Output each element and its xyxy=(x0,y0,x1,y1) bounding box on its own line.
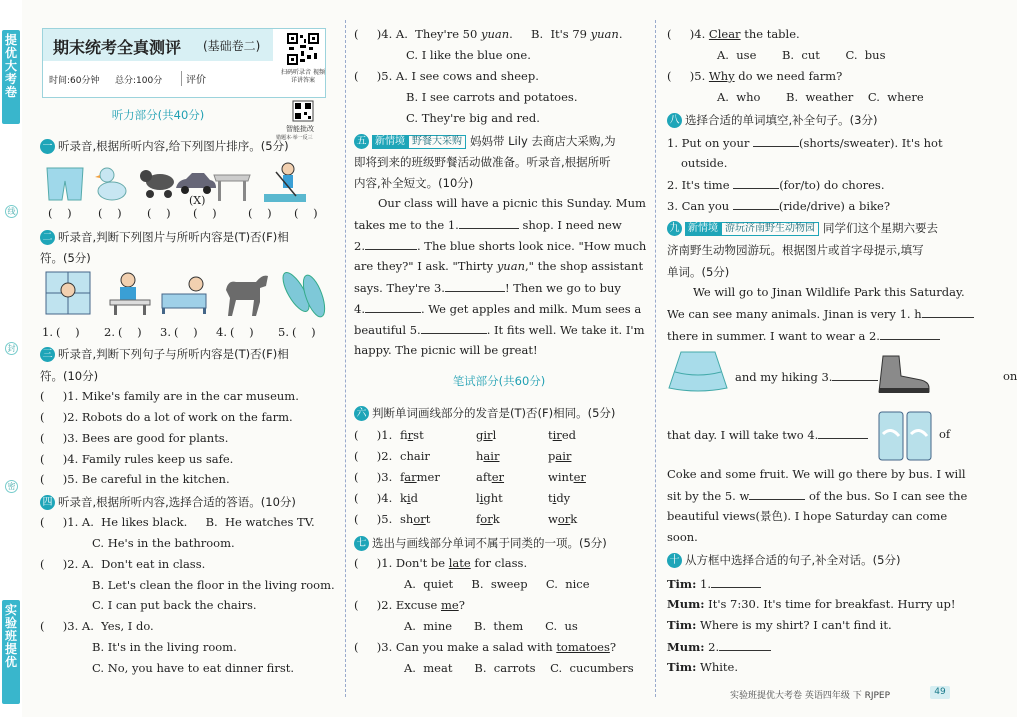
passage-text: there in summer. I want to wear a 2. xyxy=(667,329,880,343)
option-text: B. It's in the living room. xyxy=(92,640,237,654)
section-6-instruction: 判断单词画线部分的发音是(T)否(F)相同。(5分) xyxy=(372,406,616,420)
section-5-instruction-cont: 即将到来的班级野餐活动做准备。听录音,根据所听 xyxy=(354,155,611,169)
section-3-heading xyxy=(40,346,289,362)
passage-line: happy. The picnic will be great! xyxy=(354,343,538,357)
speaker-name: Tim: xyxy=(667,577,697,591)
answer-blank[interactable]: ( ) xyxy=(354,640,382,654)
question-text: 3. Can you xyxy=(667,199,733,213)
example-mark: (X) xyxy=(189,194,206,207)
option-text: C. They're big and red. xyxy=(406,111,540,125)
passage-text: of xyxy=(939,427,951,441)
dialogue-text: 1. xyxy=(696,577,711,591)
question-text: for class. xyxy=(470,556,528,570)
word: winter xyxy=(548,470,586,484)
section-9-heading xyxy=(667,220,938,236)
section-8-instruction: 选择合适的单词填空,补全句子。(3分) xyxy=(685,113,878,127)
section-5-instruction-cont: 内容,补全短文。(10分) xyxy=(354,176,474,190)
passage-text: yuan xyxy=(496,259,525,273)
passage-line: We will go to Jinan Wildlife Park this Saturday. xyxy=(693,285,965,299)
section-10-heading xyxy=(667,552,900,568)
passage-line xyxy=(354,280,644,295)
table-row xyxy=(354,512,644,526)
question-text: (for/to) do chores. xyxy=(779,178,885,192)
word: tidy xyxy=(548,491,571,505)
section-number-badge: 四 xyxy=(40,495,55,510)
fill-blank[interactable] xyxy=(719,639,771,651)
question-text: outside. xyxy=(681,156,728,170)
girl-at-window-icon xyxy=(44,270,92,316)
toy-dog-icon xyxy=(138,164,178,200)
question-number: 2. xyxy=(381,449,393,463)
question-number: 5. xyxy=(381,512,393,526)
answer-blank[interactable]: ( ) xyxy=(230,325,254,339)
smart-grading-label: 智能批改 xyxy=(286,125,314,133)
girl-in-bed-icon xyxy=(158,270,210,316)
passage-text: on xyxy=(1003,369,1017,383)
section-3-instruction: 听录音,判断下列句子与所听内容是(T)否(F)相 xyxy=(58,347,289,361)
section-7-instruction: 选出与画线部分单词不属于同类的一项。(5分) xyxy=(372,536,607,550)
page-subtitle: (基础卷二) xyxy=(203,39,261,53)
word: pair xyxy=(548,449,572,463)
section-number-badge: 八 xyxy=(667,113,682,128)
page-title: 期末统考全真测评 xyxy=(53,38,182,57)
section-number-badge: 九 xyxy=(667,221,682,236)
answer-blank[interactable]: ( ) xyxy=(40,472,68,486)
list-item xyxy=(40,389,336,403)
list-item xyxy=(667,135,973,150)
writing-section-title: 笔试部分(共60分) xyxy=(452,374,546,388)
statement-text: 1. Mike's family are in the car museum. xyxy=(67,389,299,403)
column-1 xyxy=(40,0,336,717)
option-text: A. meat B. carrots C. cucumbers xyxy=(404,661,634,675)
passage-text: We can see many animals. Jinan is very 1. h xyxy=(667,307,922,321)
answer-blank[interactable]: ( ) xyxy=(248,206,272,220)
table-row xyxy=(354,449,644,463)
table-row xyxy=(354,491,644,505)
column-3 xyxy=(667,0,1017,717)
section-3-instruction-cont: 符。(10分) xyxy=(40,369,99,383)
list-item xyxy=(40,472,336,486)
list-item xyxy=(354,640,644,654)
list-item xyxy=(40,410,336,424)
fill-blank[interactable] xyxy=(749,488,805,500)
hiking-boots-icon xyxy=(875,352,933,394)
passage-line: Our class will have a picnic this Sunday. Mum xyxy=(378,196,646,210)
answer-blank[interactable]: ( ) xyxy=(667,27,695,41)
word: light xyxy=(476,491,503,505)
word: short xyxy=(400,512,431,526)
answer-blank[interactable]: ( ) xyxy=(56,325,80,339)
dialogue-text: 2. xyxy=(704,640,720,654)
question-text: 4. xyxy=(694,27,709,41)
section-10-instruction: 从方框中选择合适的句子,补全对话。(5分) xyxy=(685,553,901,567)
question-text: 3. Can you make a salad with xyxy=(381,640,557,654)
list-item xyxy=(354,556,644,570)
option-text: C. No, you have to eat dinner first. xyxy=(92,661,294,675)
list-item xyxy=(40,619,336,633)
new-context-tag: 新情境 xyxy=(685,222,721,236)
passage-line: soon. xyxy=(667,530,698,544)
passage-text: . The blue shorts look nice. "How much xyxy=(416,239,647,253)
option-text: A. who B. weather C. where xyxy=(717,90,924,104)
option-text: C. He's in the bathroom. xyxy=(92,536,235,550)
answer-blank[interactable]: ( ) xyxy=(40,410,68,424)
passage-text: . It fits well. We take it. I'm xyxy=(486,323,645,337)
answer-blank[interactable]: ( ) xyxy=(40,431,68,445)
question-number: 1. xyxy=(381,428,393,442)
question-number: 3. xyxy=(160,325,171,339)
section-number-badge: 三 xyxy=(40,347,55,362)
passage-line xyxy=(354,301,644,316)
footer-text: 实验班提优大考卷 英语四年级 下 RJPEP xyxy=(730,691,891,701)
underlined-word: late xyxy=(448,556,471,570)
answer-blank[interactable]: ( ) xyxy=(40,515,68,529)
answer-blank[interactable]: ( ) xyxy=(118,325,142,339)
boy-sweeping-icon xyxy=(262,160,308,206)
passage-line: Coke and some fruit. We will go there by bus. I will xyxy=(667,467,966,481)
word: farmer xyxy=(400,470,440,484)
list-item xyxy=(354,69,644,83)
fill-blank[interactable] xyxy=(753,135,799,147)
table-icon xyxy=(210,165,254,205)
dialogue-line xyxy=(667,639,973,654)
answer-blank[interactable]: ( ) xyxy=(354,598,382,612)
question-text: 2. Excuse xyxy=(381,598,441,612)
dialogue-text: White. xyxy=(696,660,738,674)
column-2 xyxy=(354,0,647,717)
answer-blank[interactable]: ( ) xyxy=(98,206,122,220)
answer-blank[interactable]: ( ) xyxy=(354,69,382,83)
dialogue-line xyxy=(667,660,973,674)
spine-title: 提优大考卷 xyxy=(2,30,20,124)
fill-blank[interactable] xyxy=(733,198,779,210)
section-1-heading xyxy=(40,138,289,154)
passage-line xyxy=(667,306,973,321)
question-text: ? xyxy=(609,640,617,654)
fill-blank[interactable] xyxy=(880,328,940,340)
option-text: 4. A. They're 50 xyxy=(381,27,481,41)
qr-caption: 扫码听录音 视频详讲答案 xyxy=(281,69,325,84)
answer-blank[interactable]: ( ) xyxy=(174,325,198,339)
word: hair xyxy=(476,449,500,463)
list-item xyxy=(40,431,336,445)
list-item xyxy=(40,452,336,466)
passage-text: says. They're 3. xyxy=(354,281,445,295)
spine xyxy=(0,0,22,717)
statement-text: 3. Bees are good for plants. xyxy=(67,431,229,445)
question-text: (ride/drive) a bike? xyxy=(778,199,891,213)
smart-grading-icon[interactable] xyxy=(292,100,314,122)
question-number: 4. xyxy=(381,491,393,505)
section-7-heading xyxy=(354,535,607,551)
option-text: A. use B. cut C. bus xyxy=(717,48,886,62)
option-text: C. I like the blue one. xyxy=(406,48,531,62)
question-text: 2. It's time xyxy=(667,178,734,192)
word: kid xyxy=(400,491,419,505)
option-text: . B. It's 79 xyxy=(509,27,591,41)
underlined-word: Why xyxy=(708,69,735,83)
section-4-heading xyxy=(40,494,296,510)
dialogue-line xyxy=(667,618,973,632)
section-number-badge: 六 xyxy=(354,406,369,421)
option-text: A. quiet B. sweep C. nice xyxy=(404,577,590,591)
section-number-badge: 一 xyxy=(40,139,55,154)
question-number: 1. xyxy=(42,325,53,339)
fill-blank[interactable] xyxy=(733,177,779,189)
speaker-name: Tim: xyxy=(667,618,697,632)
passage-text: beautiful 5. xyxy=(354,323,421,337)
evaluation-label: 评价 xyxy=(181,71,206,86)
peas-icon xyxy=(276,268,332,320)
statement-text: 2. Robots do a lot of work on the farm. xyxy=(67,410,293,424)
list-item xyxy=(40,515,336,529)
question-number: 4. xyxy=(216,325,227,339)
list-item xyxy=(667,27,973,41)
option-text: 5. A. I see cows and sheep. xyxy=(381,69,539,83)
answer-blank[interactable]: ( ) xyxy=(40,619,68,633)
section-number-badge: 二 xyxy=(40,230,55,245)
list-item xyxy=(40,557,336,571)
passage-line xyxy=(667,328,973,343)
answer-blank[interactable]: ( ) xyxy=(147,206,171,220)
answer-blank[interactable]: ( ) xyxy=(48,206,72,220)
speaker-name: Mum: xyxy=(667,640,705,654)
speaker-name: Tim: xyxy=(667,660,697,674)
statement-text: 5. Be careful in the kitchen. xyxy=(67,472,230,486)
answer-blank[interactable]: ( ) xyxy=(354,491,382,505)
underlined-word: me xyxy=(440,598,459,612)
fill-blank[interactable] xyxy=(922,306,974,318)
total-score: 总分:100分 xyxy=(115,76,163,86)
option-text: 1. A. He likes black. B. He watches TV. xyxy=(67,515,315,529)
section-4-instruction: 听录音,根据所听内容,选择合适的答语。(10分) xyxy=(58,495,296,509)
answer-blank[interactable]: ( ) xyxy=(40,389,68,403)
section-2-instruction-cont: 符。(5分) xyxy=(40,251,91,265)
passage-text: shop. I need new xyxy=(518,218,622,232)
list-item xyxy=(667,177,973,192)
section-number-badge: 七 xyxy=(354,536,369,551)
speaker-name: Mum: xyxy=(667,597,705,611)
column-divider xyxy=(655,20,656,697)
fill-blank[interactable] xyxy=(459,217,519,229)
fill-blank[interactable] xyxy=(421,322,487,334)
column-divider xyxy=(345,20,346,697)
question-text: 5. xyxy=(694,69,709,83)
list-item xyxy=(354,598,644,612)
passage-line xyxy=(354,259,644,273)
answer-blank[interactable]: ( ) xyxy=(193,206,217,220)
passage-line xyxy=(354,238,647,253)
section-9-instruction: 同学们这个星期六要去 xyxy=(823,221,938,235)
time-limit: 时间:60分钟 xyxy=(49,76,100,86)
boy-drawing-icon xyxy=(106,270,154,316)
word: girl xyxy=(476,428,497,442)
context-topic-tag: 游玩济南野生动物园 xyxy=(721,222,819,236)
answer-blank[interactable]: ( ) xyxy=(40,557,68,571)
fill-blank[interactable] xyxy=(445,280,505,292)
option-text: yuan xyxy=(590,27,619,41)
statement-text: 4. Family rules keep us safe. xyxy=(67,452,234,466)
fill-blank[interactable] xyxy=(365,301,421,313)
question-number: 5. xyxy=(278,325,289,339)
section-8-heading xyxy=(667,112,877,128)
underlined-word: Clear xyxy=(708,27,741,41)
answer-blank[interactable]: ( ) xyxy=(667,69,695,83)
list-item xyxy=(667,198,973,213)
passage-text: and my hiking 3. xyxy=(735,370,833,384)
spine-mark-secret: 密 xyxy=(5,480,18,493)
option-text: C. I can put back the chairs. xyxy=(92,598,257,612)
new-context-tag: 新情境 xyxy=(372,135,408,149)
option-text: yuan xyxy=(480,27,510,41)
word: work xyxy=(548,512,578,526)
passage-text: . We get apples and milk. Mum sees a xyxy=(420,302,642,316)
question-text: ? xyxy=(458,598,465,612)
passage-text: ," the shop assistant xyxy=(524,259,644,273)
question-text: do we need farm? xyxy=(734,69,843,83)
section-number-badge: 十 xyxy=(667,553,682,568)
dialogue-text: It's 7:30. It's time for breakfast. Hurry up! xyxy=(704,597,956,611)
header-box xyxy=(42,28,326,98)
answer-blank[interactable]: ( ) xyxy=(294,206,318,220)
section-5-instruction: 妈妈带 Lily 去商店大采购,为 xyxy=(470,134,616,148)
listening-section-title: 听力部分(共40分) xyxy=(111,108,205,122)
table-row xyxy=(354,470,644,484)
fill-blank[interactable] xyxy=(832,369,878,381)
passage-line xyxy=(667,488,973,503)
answer-blank[interactable]: ( ) xyxy=(354,27,382,41)
question-number: 3. xyxy=(381,470,393,484)
section-number-badge: 五 xyxy=(354,134,369,149)
passage-line: beautiful views(景色). I hope Saturday can come xyxy=(667,509,948,523)
question-text: (shorts/sweater). It's hot xyxy=(799,136,943,150)
answer-blank[interactable]: ( ) xyxy=(354,556,382,570)
answer-blank[interactable]: ( ) xyxy=(292,325,316,339)
passage-text: that day. I will take two 4. xyxy=(667,428,819,442)
section-2-heading xyxy=(40,229,289,245)
skirt-icon xyxy=(667,350,729,392)
section-2-instruction: 听录音,判断下列图片与所听内容是(T)否(F)相 xyxy=(58,230,289,244)
passage-text: sit by the 5. w xyxy=(667,489,750,503)
page-number: 49 xyxy=(930,686,950,699)
passage-line xyxy=(667,427,973,442)
spine-mark-seal: 封 xyxy=(5,342,18,355)
word: fork xyxy=(476,512,500,526)
option-text: 3. A. Yes, I do. xyxy=(67,619,154,633)
answer-blank[interactable]: ( ) xyxy=(354,512,382,526)
spine-mark-line: 线 xyxy=(5,205,18,218)
answer-blank[interactable]: ( ) xyxy=(354,470,382,484)
option-text: 2. A. Don't eat in class. xyxy=(67,557,206,571)
option-text: B. I see carrots and potatoes. xyxy=(406,90,578,104)
passage-line xyxy=(354,217,644,232)
word: first xyxy=(400,428,424,442)
word: tired xyxy=(548,428,576,442)
qr-code-icon[interactable] xyxy=(287,33,319,65)
passage-text: 4. xyxy=(354,302,365,316)
question-text: the table. xyxy=(740,27,800,41)
section-6-heading xyxy=(354,405,615,421)
word: after xyxy=(476,470,505,484)
section-1-instruction: 听录音,根据所听内容,给下列图片排序。(5分) xyxy=(58,139,289,153)
section-5-heading xyxy=(354,133,616,149)
fill-blank[interactable] xyxy=(711,576,761,588)
list-item: ( )4. A. They're 50 yuan. B. It's 79 yuan. xyxy=(354,27,623,41)
passage-text: are they?" I ask. "Thirty xyxy=(354,259,497,273)
spine-brand: 实验班提优 xyxy=(2,600,20,704)
passage-text: takes me to the 1. xyxy=(354,218,459,232)
dialogue-line xyxy=(667,597,973,611)
section-9-instruction-cont: 济南野生动物园游玩。根据图片或首字母提示,填写 xyxy=(667,243,924,257)
section-9-instruction-cont: 单词。(5分) xyxy=(667,265,730,279)
question-text: 1. Put on your xyxy=(667,136,754,150)
passage-text: ! Then we go to buy xyxy=(504,281,621,295)
list-item xyxy=(667,69,973,83)
answer-blank[interactable]: ( ) xyxy=(354,449,382,463)
passage-line xyxy=(354,322,644,337)
fill-blank[interactable] xyxy=(818,427,868,439)
shorts-icon xyxy=(44,165,86,203)
fill-blank[interactable] xyxy=(365,238,417,250)
mistake-book-label: 错题本·举一反三 xyxy=(276,135,313,141)
word: chair xyxy=(400,449,430,463)
dialogue-text: Where is my shirt? I can't find it. xyxy=(696,618,892,632)
duck-icon xyxy=(94,163,130,203)
table-row xyxy=(354,428,644,442)
question-text: 1. Don't be xyxy=(381,556,449,570)
option-text: B. Let's clean the floor in the living room. xyxy=(92,578,335,592)
passage-text: 2. xyxy=(354,239,365,253)
passage-text: of the bus. So I can see the xyxy=(805,489,968,503)
answer-blank[interactable]: ( ) xyxy=(354,428,382,442)
horse-icon xyxy=(216,270,272,318)
context-topic-tag: 野餐大采购 xyxy=(408,135,466,149)
dialogue-line xyxy=(667,576,973,591)
option-text: A. mine B. them C. us xyxy=(404,619,578,633)
question-number: 2. xyxy=(104,325,115,339)
answer-blank[interactable]: ( ) xyxy=(40,452,68,466)
underlined-word: tomatoes xyxy=(556,640,610,654)
passage-line xyxy=(735,369,1017,384)
